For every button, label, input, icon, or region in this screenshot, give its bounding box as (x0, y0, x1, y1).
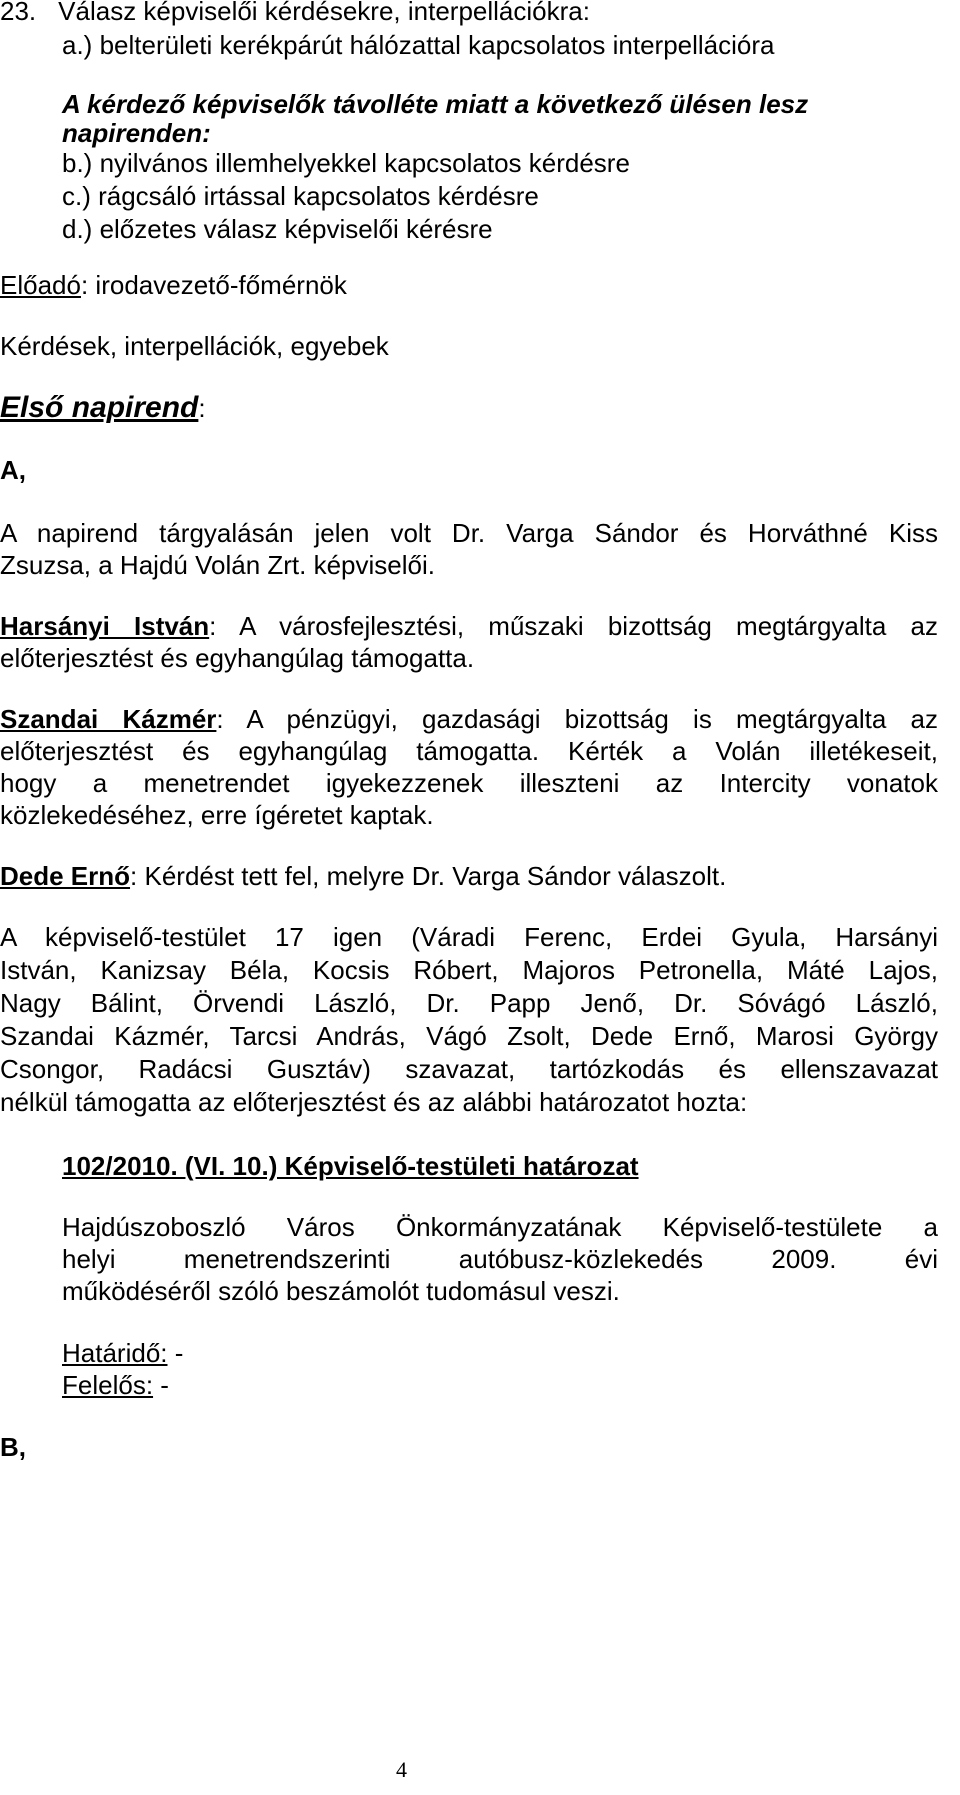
sub-item-b: b.) nyilvános illemhelyekkel kapcsolatos kérdésre (62, 148, 630, 178)
szandai-line4: közlekedéséhez, erre ígéretet kaptak. (0, 800, 434, 830)
sub-item-a: a.) belterületi kerékpárút hálózattal kapcsolatos interpellációra (62, 30, 775, 60)
resolution-line3: működéséről szóló beszámolót tudomásul veszi. (62, 1276, 620, 1306)
sub-item-c: c.) rágcsáló irtással kapcsolatos kérdésre (62, 181, 539, 211)
present-line1: A napirend tárgyalásán jelen volt Dr. Varga Sándor és Horváthné Kiss (0, 518, 938, 548)
presenter-value: irodavezető-főmérnök (88, 270, 347, 300)
harsanyi-name: Harsányi István (0, 611, 210, 641)
sub-item-d: d.) előzetes válasz képviselői kérésre (62, 214, 493, 244)
deadline-line (62, 1336, 183, 1370)
vote-line5: Csongor, Radácsi Gusztáv) szavazat, tartózkodás és ellenszavazat (0, 1054, 938, 1084)
item-number: 23. (0, 0, 37, 26)
absence-note-line1: A kérdező képviselők távolléte miatt a következő ülésen lesz (62, 89, 809, 119)
presenter-sep: : (80, 270, 89, 300)
resolution-line1: Hajdúszoboszló Város Önkormányzatának Képviselő-testülete a (62, 1212, 938, 1242)
vote-line2: István, Kanizsay Béla, Kocsis Róbert, Majoros Petronella, Máté Lajos, (0, 955, 938, 985)
presenter-line (0, 268, 347, 302)
presenter-label: Előadó (0, 270, 81, 300)
letter-a: A, (0, 455, 26, 485)
szandai-line2: előterjesztést és egyhangúlag támogatta. Kérték a Volán illetékeseit, (0, 736, 938, 766)
dede-line (0, 859, 726, 893)
first-item-heading (0, 391, 206, 425)
item-title: Válasz képviselői kérdésekre, interpellációkra: (58, 0, 590, 26)
vote-line4: Szandai Kázmér, Tarcsi András, Vágó Zsolt, Dede Ernő, Marosi György (0, 1021, 938, 1051)
first-item-colon: : (198, 393, 206, 423)
szandai-line3: hogy a menetrendet igyekezzenek illeszteni az Intercity vonatok (0, 768, 938, 798)
harsanyi-line1 (0, 609, 938, 643)
szandai-line1 (0, 702, 938, 736)
responsible-line (62, 1368, 169, 1402)
responsible-label: Felelős: (62, 1370, 154, 1400)
absence-note-line2: napirenden: (62, 118, 211, 148)
vote-line1: A képviselő-testület 17 igen (Váradi Ferenc, Erdei Gyula, Harsányi (0, 922, 938, 952)
szandai-text1: : A pénzügyi, gazdasági bizottság is megtárgyalta az (216, 704, 939, 734)
vote-line3: Nagy Bálint, Örvendi László, Dr. Papp Jenő, Dr. Sóvágó László, (0, 988, 938, 1018)
deadline-value: - (167, 1338, 184, 1368)
first-item-label: Első napirend (0, 391, 199, 424)
section-title: Kérdések, interpellációk, egyebek (0, 331, 389, 361)
resolution-title: 102/2010. (VI. 10.) Képviselő-testületi határozat (62, 1151, 639, 1181)
item-header (0, 0, 590, 28)
present-line2: Zsuzsa, a Hajdú Volán Zrt. képviselői. (0, 550, 435, 580)
szandai-name: Szandai Kázmér (0, 704, 217, 734)
dede-name: Dede Ernő (0, 861, 131, 891)
deadline-label: Határidő: (62, 1338, 168, 1368)
responsible-value: - (153, 1370, 169, 1400)
harsanyi-text1: : A városfejlesztési, műszaki bizottság megtárgyalta az (209, 611, 938, 641)
dede-text: : Kérdést tett fel, melyre Dr. Varga Sándor válaszolt. (130, 861, 727, 891)
resolution-line2: helyi menetrendszerinti autóbusz-közlekedés 2009. évi (62, 1244, 938, 1274)
harsanyi-line2: előterjesztést és egyhangúlag támogatta. (0, 643, 475, 673)
page-number: 4 (396, 1757, 407, 1782)
letter-b: B, (0, 1432, 26, 1462)
vote-line6: nélkül támogatta az előterjesztést és az alábbi határozatot hozta: (0, 1087, 748, 1117)
